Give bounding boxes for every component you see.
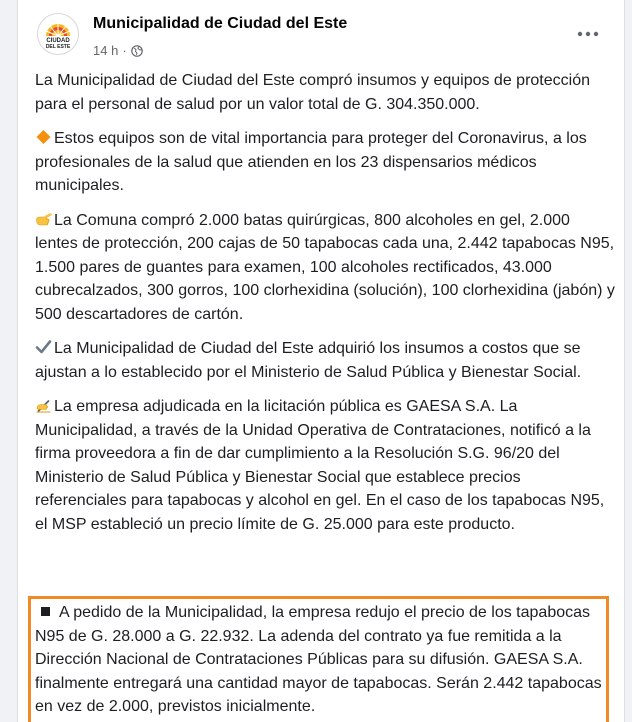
- more-icon: [577, 31, 599, 37]
- svg-text:CIUDAD: CIUDAD: [46, 38, 70, 44]
- post-paragraph: La Municipalidad de Ciudad del Este compró insumos y equipos de protección para el personal de salud por un valor total de G. 304.350.000.: [35, 72, 590, 113]
- pointing-hand-icon: [35, 211, 52, 227]
- post-card: [17, 0, 625, 722]
- writing-hand-icon: [35, 397, 52, 413]
- meta-separator: ·: [122, 43, 127, 58]
- post-paragraph: La empresa adjudicada en la licitación pública es GAESA S.A. La Municipalidad, a través de la Unidad Operativa de Contrataciones, notificó a la firma proveedora a fin de dar cumplimiento a la Resolución S.G. 96/20 del Ministerio de Salud Pública y Bienestar Social que establece precios referenciales para tapabocas y alcohol en gel. En el caso de los tapabocas N95, el MSP estableció un precio límite de G. 25.000 para este producto.: [35, 398, 605, 533]
- post-header: [18, 0, 624, 66]
- avatar[interactable]: [37, 13, 79, 55]
- post-paragraph: Estos equipos son de vital importancia para proteger del Coronavirus, a los profesionales de la salud que atienden en los 23 dispensarios médicos municipales.: [35, 130, 587, 194]
- check-mark-icon: [35, 339, 52, 355]
- post-paragraph: La Comuna compró 2.000 batas quirúrgicas, 800 alcoholes en gel, 2.000 lentes de protección, 200 cajas de 50 tapabocas cada una, 2.442 tapabocas N95, 1.500 pares de guantes para examen, 100 alcoholes rectificados, 43.000 cubrecalzados, 300 gorros, 100 clorhexidina (solución), 100 clorhexidina (jabón) y 500 descartadores de cartón.: [35, 211, 615, 323]
- post-meta: [93, 43, 143, 58]
- post-paragraph: La Municipalidad de Ciudad del Este adquirió los insumos a costos que se ajustan a lo establecido por el Ministerio de Salud Pública y Bienestar Social.: [35, 340, 582, 381]
- globe-icon[interactable]: [131, 45, 143, 57]
- svg-text:DEL ESTE: DEL ESTE: [45, 44, 71, 50]
- page-name-link[interactable]: Municipalidad de Ciudad del Este: [93, 15, 348, 32]
- black-square-icon: [41, 607, 50, 616]
- post-paragraph-highlighted: A pedido de la Municipalidad, la empresa redujo el precio de los tapabocas N95 de G. 28.000 a G. 22.932. La adenda del contrato ya fue remitida a la Dirección Nacional de Contrataciones Públicas para su difusión. GAESA S.A. finalmente entregará una cantidad mayor de tapabocas. Serán 2.442 tapabocas en vez de 2.000, previstos inicialmente.: [35, 604, 602, 715]
- more-options-button[interactable]: [570, 22, 606, 46]
- post-timestamp[interactable]: 14 h: [93, 43, 119, 58]
- orange-diamond-icon: [35, 129, 52, 145]
- post-body: [35, 69, 615, 547]
- city-logo-icon: [38, 14, 78, 54]
